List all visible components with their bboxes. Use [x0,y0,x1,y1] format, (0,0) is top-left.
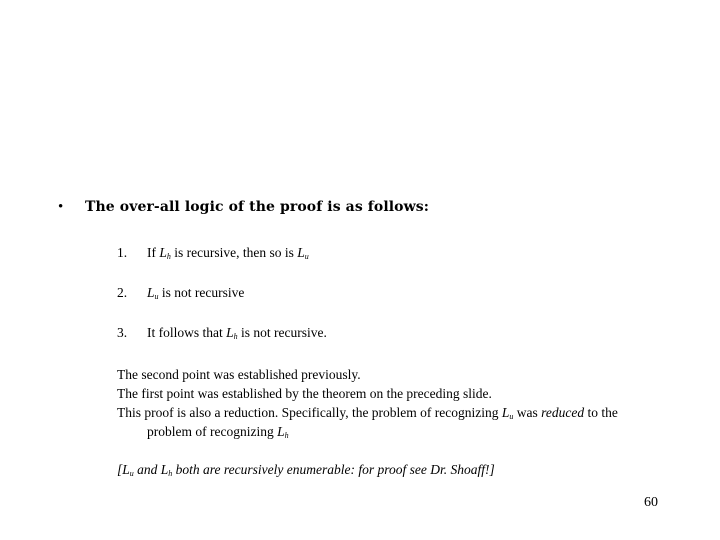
heading-text: The over-all logic of the proof is as follows: [85,199,430,215]
step-number: 1. [117,245,128,260]
paragraph-1: The second point was established previously. [117,367,361,382]
bullet-item [58,199,429,216]
paragraph-2: The first point was established by the theorem on the preceding slide. [117,386,492,401]
page-number: 60 [644,495,658,510]
step-number: 3. [117,325,128,340]
paragraph-3: This proof is also a reduction. Specifically, the problem of recognizing $L_u$ was reduced to the [117,405,618,421]
bullet-icon: • [58,199,64,215]
paragraph-block [117,365,618,441]
paragraph-3-continued: problem of recognizing $L_h$ [147,424,289,440]
step-number: 2. [117,285,128,300]
step-text: If $L_h$ is recursive, then so is $L_u$ [147,245,309,261]
footnote: [$L_u$ and $L_h$ both are recursively enumerable: for proof see Dr. Shoaff!] [117,462,495,478]
step-text: It follows that $L_h$ is not recursive. [147,325,327,341]
step-text: $L_u$ is not recursive [147,285,245,301]
